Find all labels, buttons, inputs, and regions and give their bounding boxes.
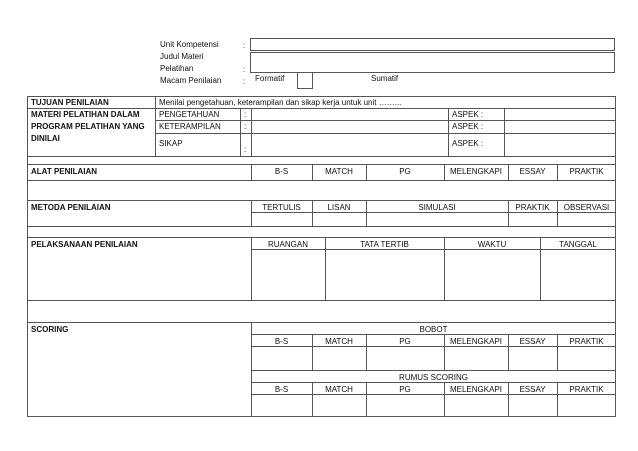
rule xyxy=(27,180,616,181)
rumus-col-pg: PG xyxy=(399,385,411,394)
alat-col-bs: B-S xyxy=(274,167,289,176)
bobot-col-pg: PG xyxy=(399,337,411,346)
alat-penilaian-label: ALAT PENILAIAN xyxy=(31,167,98,176)
formatif-label: Formatif xyxy=(255,74,285,83)
rule xyxy=(448,108,449,156)
rumus-col-essay: ESSAY xyxy=(519,385,546,394)
scoring-label: SCORING xyxy=(31,325,69,334)
rumus-scoring-header: RUMUS SCORING xyxy=(399,373,468,382)
bobot-col-match: MATCH xyxy=(325,337,353,346)
rule xyxy=(27,164,616,165)
unit-kompetensi-label: Unit Kompetensi xyxy=(160,40,219,49)
bobot-header: BOBOT xyxy=(419,325,448,334)
bobot-col-melengkapi: MELENGKAPI xyxy=(449,337,502,346)
keterampilan-label: KETERAMPILAN xyxy=(159,122,221,131)
unit-kompetensi-colon: : xyxy=(243,41,246,50)
rule xyxy=(27,226,616,227)
pengetahuan-colon: : xyxy=(244,110,247,119)
keterampilan-colon: : xyxy=(244,122,247,131)
metoda-col-simulasi: SIMULASI xyxy=(418,203,456,212)
sikap-aspek-label: ASPEK : xyxy=(452,139,484,148)
metoda-col-tertulis: TERTULIS xyxy=(262,203,301,212)
pelaksanaan-col-tata-tertib: TATA TERTIB xyxy=(360,240,409,249)
rumus-col-bs: B-S xyxy=(274,385,289,394)
alat-col-praktik: PRAKTIK xyxy=(569,167,604,176)
rumus-col-melengkapi: MELENGKAPI xyxy=(449,385,502,394)
sikap-colon: : xyxy=(244,145,247,154)
macam-penilaian-label: Macam Penilaian xyxy=(160,76,222,85)
tujuan-penilaian-label: TUJUAN PENILAIAN xyxy=(31,98,109,107)
pelaksanaan-col-ruangan: RUANGAN xyxy=(267,240,308,249)
assessment-form-frame xyxy=(27,96,616,417)
pelatihan-label: Pelatihan xyxy=(160,64,194,73)
rule xyxy=(27,156,616,157)
pengetahuan-aspek-label: ASPEK : xyxy=(452,110,484,119)
macam-penilaian-colon: : xyxy=(243,77,246,86)
pengetahuan-label: PENGETAHUAN xyxy=(159,110,220,119)
metoda-col-observasi: OBSERVASI xyxy=(563,203,610,212)
rule xyxy=(251,370,616,371)
sumatif-label: Sumatif xyxy=(371,74,399,83)
alat-col-essay: ESSAY xyxy=(519,167,546,176)
bobot-col-bs: B-S xyxy=(274,337,289,346)
pelatihan-field[interactable] xyxy=(250,52,615,73)
tujuan-penilaian-text: Menilai pengetahuan, keterampilan dan sikap kerja untuk unit ……... xyxy=(159,98,402,107)
rule xyxy=(504,108,505,156)
rule xyxy=(155,133,616,134)
rule xyxy=(240,108,241,156)
pelaksanaan-col-waktu: WAKTU xyxy=(477,240,507,249)
materi-label-line1: MATERI PELATIHAN DALAM xyxy=(31,110,140,119)
alat-col-pg: PG xyxy=(399,167,411,176)
alat-col-melengkapi: MELENGKAPI xyxy=(449,167,502,176)
rule xyxy=(155,96,156,156)
materi-label-line3: DINILAI xyxy=(31,134,60,143)
rule xyxy=(27,322,616,323)
metoda-col-lisan: LISAN xyxy=(327,203,351,212)
sikap-label: SIKAP xyxy=(159,139,183,148)
rule xyxy=(27,108,616,109)
judul-materi-label: Judul Materi xyxy=(160,52,204,61)
formatif-checkbox[interactable] xyxy=(297,72,313,89)
pelatihan-colon: : xyxy=(243,65,246,74)
rule xyxy=(27,200,616,201)
bobot-col-praktik: PRAKTIK xyxy=(569,337,604,346)
rule xyxy=(251,108,252,156)
pelaksanaan-penilaian-label: PELAKSANAAN PENILAIAN xyxy=(31,240,138,249)
rumus-col-praktik: PRAKTIK xyxy=(569,385,604,394)
unit-kompetensi-field[interactable] xyxy=(250,38,615,51)
bobot-col-essay: ESSAY xyxy=(519,337,546,346)
rule xyxy=(155,120,616,121)
metoda-col-praktik: PRAKTIK xyxy=(515,203,550,212)
keterampilan-aspek-label: ASPEK : xyxy=(452,122,484,131)
materi-label-line2: PROGRAM PELATIHAN YANG xyxy=(31,122,145,131)
rule xyxy=(27,237,616,238)
pelaksanaan-col-tanggal: TANGGAL xyxy=(559,240,597,249)
rumus-col-match: MATCH xyxy=(325,385,353,394)
metoda-penilaian-label: METODA PENILAIAN xyxy=(31,203,111,212)
alat-col-match: MATCH xyxy=(325,167,353,176)
rule xyxy=(27,300,616,301)
